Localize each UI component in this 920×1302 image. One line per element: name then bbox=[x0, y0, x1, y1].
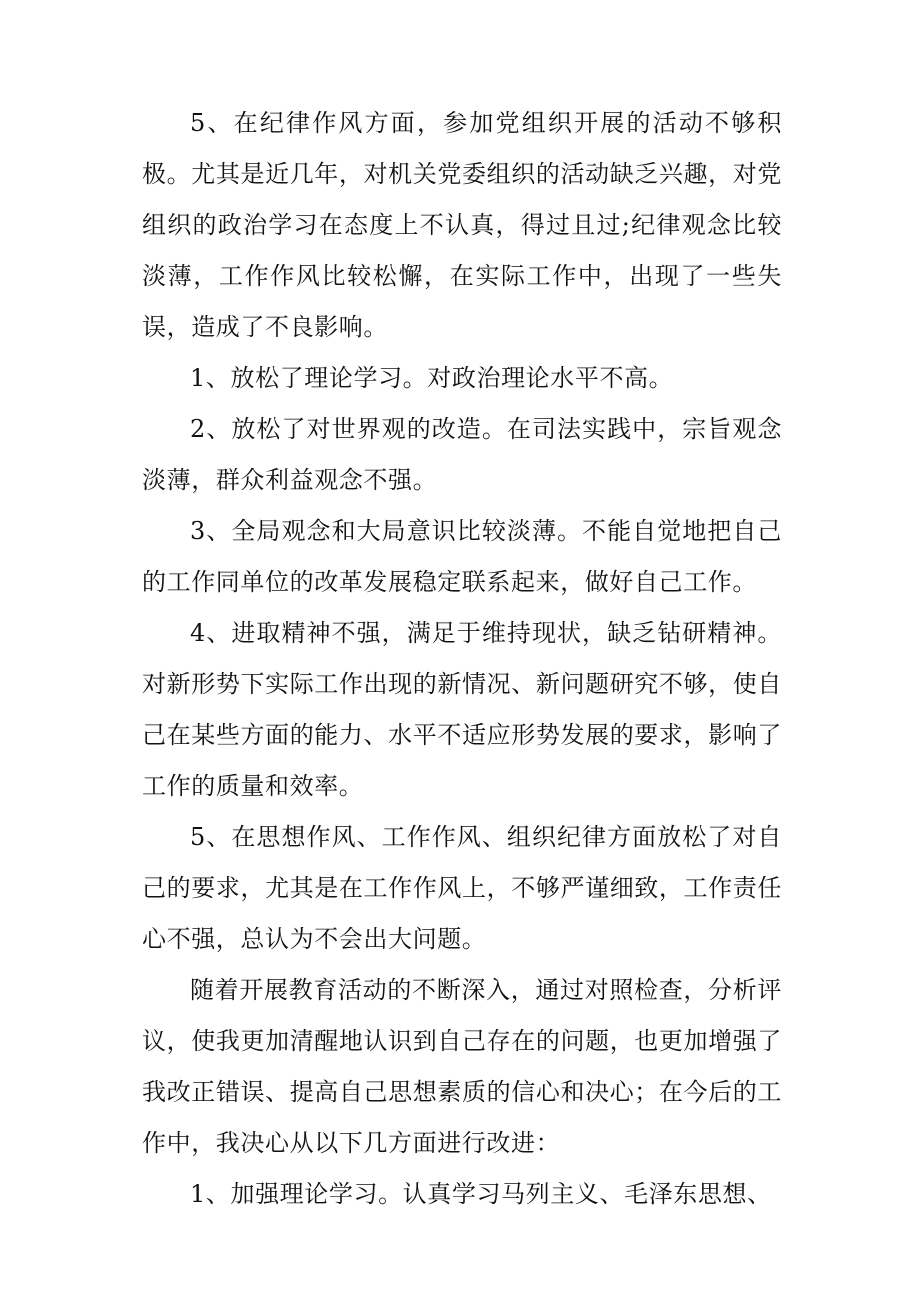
paragraph-improvement-intro: 随着开展教育活动的不断深入，通过对照检查，分析评议，使我更加清醒地认识到自己存在的问题，也更加增强了我改正错误、提高自己思想素质的信心和决心；在今后的工作中，我决心从以下几方面进行改进： bbox=[142, 976, 782, 1157]
paragraph-enterprising-spirit: 4、进取精神不强，满足于维持现状，缺乏钻研精神。对新形势下实际工作出现的新情况、新问题研究不够，使自己在某些方面的能力、水平不适应形势发展的要求，影响了工作的质量和效率。 bbox=[142, 619, 782, 800]
paragraph-strengthen-theory: 1、加强理论学习。认真学习马列主义、毛泽东思想、 bbox=[190, 1180, 772, 1208]
paragraph-worldview: 2、放松了对世界观的改造。在司法实践中，宗旨观念淡薄，群众利益观念不强。 bbox=[142, 415, 782, 494]
document-body bbox=[142, 98, 782, 1220]
paragraph-discipline-style: 5、在纪律作风方面，参加党组织开展的活动不够积极。尤其是近几年，对机关党委组织的活动缺乏兴趣，对党组织的政治学习在态度上不认真，得过且过;纪律观念比较淡薄，工作作风比较松懈，在实际工作中，出现了一些失误，造成了不良影响。 bbox=[142, 109, 782, 341]
paragraph-theory-study: 1、放松了理论学习。对政治理论水平不高。 bbox=[190, 364, 674, 392]
paragraph-self-requirements: 5、在思想作风、工作作风、组织纪律方面放松了对自己的要求，尤其是在工作作风上，不够严谨细致，工作责任心不强，总认为不会出大问题。 bbox=[142, 823, 782, 953]
paragraph-overall-view: 3、全局观念和大局意识比较淡薄。不能自觉地把自己的工作同单位的改革发展稳定联系起来，做好自己工作。 bbox=[142, 517, 782, 596]
